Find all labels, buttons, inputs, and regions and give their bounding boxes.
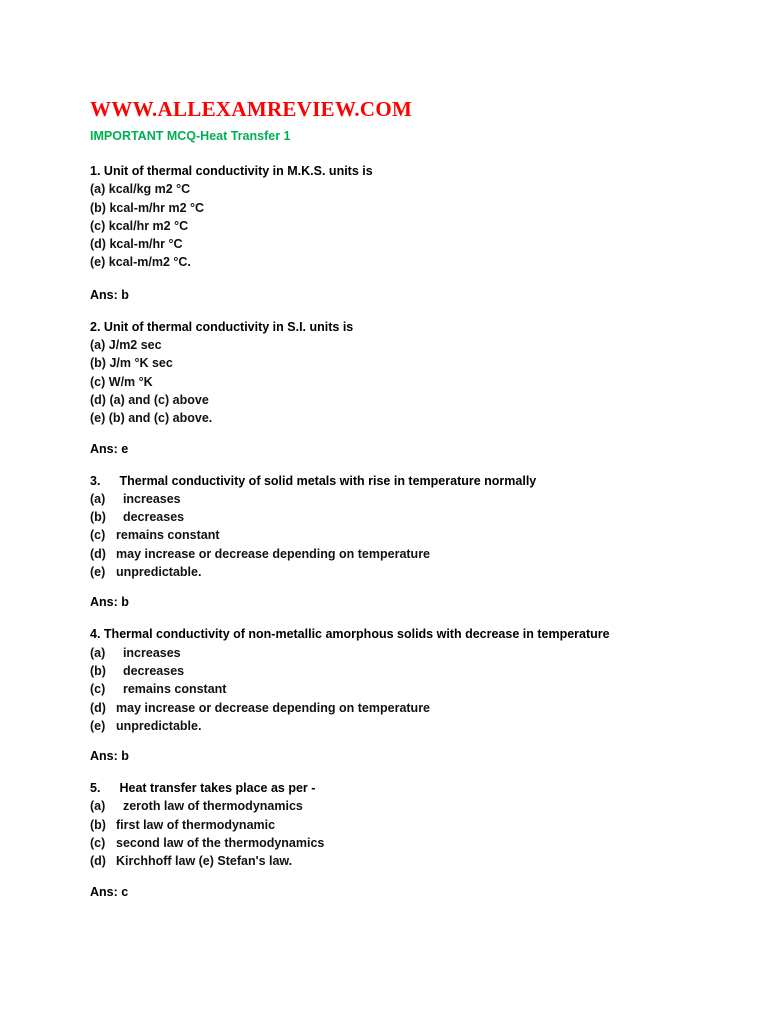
option-item: [90, 354, 730, 372]
option-item: [90, 336, 730, 354]
option-item: [90, 834, 730, 852]
option-item: [90, 253, 730, 271]
option-item: [90, 816, 730, 834]
option-item: [90, 545, 730, 563]
option-label: (e): [90, 718, 106, 733]
option-label: (c): [90, 374, 106, 389]
question-stem: Unit of thermal conductivity in M.K.S. units is: [103, 164, 373, 178]
question-number: 2.: [90, 319, 101, 334]
option-text: zeroth law of thermodynamics: [122, 799, 303, 814]
option-label: (b): [90, 510, 106, 525]
option-text: increases: [122, 645, 181, 660]
option-label: (d): [90, 546, 106, 561]
option-label: (a): [90, 491, 106, 506]
option-text: (b) and (c) above.: [108, 411, 213, 426]
question-block: [90, 472, 730, 612]
option-label: (a): [90, 338, 106, 353]
option-item: [90, 852, 730, 870]
option-text: kcal-m/m2 °C.: [108, 255, 191, 270]
option-item: [90, 644, 730, 662]
option-text: may increase or decrease depending on temperature: [116, 700, 431, 715]
option-label: (a): [90, 182, 106, 197]
question-block: [90, 318, 730, 458]
option-label: (e): [90, 255, 106, 270]
option-text: kcal/hr m2 °C: [108, 218, 189, 233]
question-number: 5.: [90, 781, 101, 796]
option-label: (d): [90, 237, 106, 252]
question-block: [90, 779, 730, 900]
option-text: decreases: [122, 663, 185, 678]
option-text: kcal/kg m2 °C: [108, 182, 191, 197]
option-item: [90, 563, 730, 581]
question-stem: Thermal conductivity of non-metallic amorphous solids with decrease in temperature: [103, 627, 610, 642]
answer-text: Ans: e: [90, 441, 129, 456]
question-block: [90, 625, 730, 765]
option-item: [90, 490, 730, 508]
option-label: (d): [90, 854, 106, 869]
option-text: remains constant: [116, 528, 220, 543]
question-text: [90, 472, 730, 490]
option-item: [90, 217, 730, 235]
option-label: (b): [90, 200, 106, 215]
option-text: may increase or decrease depending on temperature: [116, 546, 431, 561]
question-text: [90, 318, 730, 336]
option-text: W/m °K: [108, 374, 153, 389]
option-label: (b): [90, 663, 106, 678]
answer-text: Ans: b: [90, 749, 129, 764]
option-label: (e): [90, 411, 106, 426]
option-text: second law of the thermodynamics: [116, 836, 325, 851]
option-text: J/m °K sec: [109, 356, 173, 371]
option-label: (e): [90, 565, 106, 580]
site-title[interactable]: WWW.ALLEXAMREVIEW.COM: [90, 97, 413, 121]
option-item: [90, 797, 730, 815]
option-item: [90, 508, 730, 526]
option-item: [90, 662, 730, 680]
option-label: (c): [90, 836, 106, 851]
option-label: (c): [90, 528, 106, 543]
question-number: 3.: [90, 473, 101, 488]
option-text: J/m2 sec: [108, 338, 162, 353]
option-label: (b): [90, 817, 106, 832]
answer-text: Ans: b: [90, 287, 129, 302]
question-text: [90, 625, 730, 643]
option-text: unpredictable.: [116, 718, 202, 733]
option-item: [90, 180, 730, 198]
question-stem: Thermal conductivity of solid metals with rise in temperature normally: [119, 473, 537, 488]
question-number: 4.: [90, 627, 101, 642]
document-subtitle: IMPORTANT MCQ-Heat Transfer 1: [90, 129, 291, 143]
option-item: [90, 680, 730, 698]
question-block: [90, 162, 730, 304]
option-label: (d): [90, 700, 106, 715]
answer-text: Ans: c: [90, 884, 129, 899]
option-text: Kirchhoff law (e) Stefan's law.: [116, 854, 293, 869]
option-text: remains constant: [122, 682, 227, 697]
question-text: [90, 779, 730, 797]
option-item: [90, 373, 730, 391]
option-label: (a): [90, 799, 106, 814]
option-item: [90, 717, 730, 735]
option-text: unpredictable.: [116, 565, 202, 580]
question-stem: Heat transfer takes place as per -: [119, 781, 316, 796]
option-text: (a) and (c) above: [109, 392, 209, 407]
option-item: [90, 526, 730, 544]
option-label: (c): [90, 682, 106, 697]
option-item: [90, 699, 730, 717]
option-item: [90, 409, 730, 427]
option-item: [90, 199, 730, 217]
option-text: kcal-m/hr m2 °C: [109, 200, 205, 215]
option-text: first law of thermodynamic: [116, 817, 276, 832]
option-text: increases: [122, 491, 181, 506]
option-label: (d): [90, 392, 106, 407]
option-item: [90, 391, 730, 409]
question-text: [90, 162, 730, 180]
option-label: (a): [90, 645, 106, 660]
option-text: decreases: [122, 510, 185, 525]
answer-text: Ans: b: [90, 595, 129, 610]
question-number: 1.: [90, 164, 101, 178]
option-label: (b): [90, 356, 106, 371]
option-text: kcal-m/hr °C: [109, 237, 183, 252]
question-stem: Unit of thermal conductivity in S.I. units is: [103, 319, 354, 334]
option-label: (c): [90, 218, 106, 233]
option-item: [90, 235, 730, 253]
document-page: [90, 95, 730, 901]
